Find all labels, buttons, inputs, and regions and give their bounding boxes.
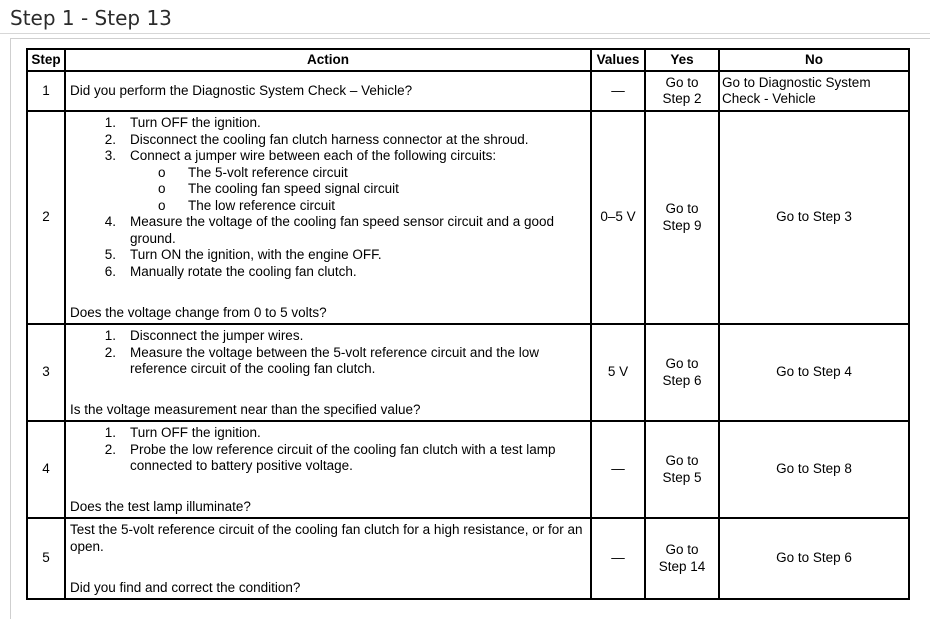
yes-line: Go to: [665, 201, 699, 216]
step-number: 1: [27, 71, 65, 111]
yes-line: Go to: [665, 542, 699, 557]
table-row: [27, 518, 909, 599]
table-header-row: [27, 49, 909, 71]
action-question: Did you find and correct the condition?: [70, 579, 301, 595]
yes-line: Step 9: [662, 217, 702, 233]
action-cell: [65, 324, 591, 421]
table-row: [27, 324, 909, 421]
list-item: 6. Manually rotate the cooling fan clutch.: [104, 263, 357, 279]
step-number: 5: [27, 518, 65, 599]
list-item: 2. Disconnect the cooling fan clutch harness connector at the shroud.: [104, 131, 529, 147]
yes-cell: [645, 71, 719, 111]
no-cell: Go to Step 4: [719, 324, 909, 421]
action-question: Does the test lamp illuminate?: [70, 498, 251, 514]
yes-line: Step 6: [662, 372, 702, 388]
column-header-step: Step: [27, 49, 65, 71]
action-question: Did you perform the Diagnostic System Check – Vehicle?: [70, 82, 413, 98]
list-item: 2. Probe the low reference circuit of the cooling fan clutch with a test lamp connected to battery positive voltage.: [104, 441, 556, 473]
page-title: Step 1 - Step 13: [10, 6, 172, 30]
no-cell: Go to Step 6: [719, 518, 909, 599]
yes-line: Step 2: [662, 91, 702, 106]
value-cell: 5 V: [591, 324, 645, 421]
yes-line: Go to: [665, 74, 699, 90]
sub-list-item: o The 5-volt reference circuit: [158, 164, 348, 180]
list-item: 1. Disconnect the jumper wires.: [104, 328, 304, 343]
list-item: 5. Turn ON the ignition, with the engine OFF.: [104, 247, 382, 262]
action-question: Does the voltage change from 0 to 5 volts?: [70, 304, 327, 320]
column-header-yes: Yes: [645, 49, 719, 71]
value-cell: —: [591, 421, 645, 518]
yes-line: Go to: [665, 453, 699, 468]
list-item: 2. Measure the voltage between the 5-volt reference circuit and the low reference circuit of the cooling fan clutch.: [104, 344, 539, 376]
list-item: 1. Turn OFF the ignition.: [104, 115, 261, 130]
sub-list-item: o The low reference circuit: [158, 197, 336, 213]
action-cell: [65, 111, 591, 324]
yes-cell: [645, 324, 719, 421]
page-header: [0, 0, 930, 34]
diagnostic-table: [26, 48, 910, 600]
value-cell: —: [591, 518, 645, 599]
action-cell: [65, 71, 591, 111]
no-cell: Go to Step 3: [719, 111, 909, 324]
table-row: [27, 421, 909, 518]
column-header-no: No: [719, 49, 909, 71]
list-item: 4. Measure the voltage of the cooling fan speed sensor circuit and a good ground.: [104, 214, 555, 246]
value-cell: —: [591, 71, 645, 111]
no-line: Go to Diagnostic System: [722, 74, 871, 90]
yes-cell: [645, 111, 719, 324]
yes-cell: [645, 518, 719, 599]
action-text: Test the 5-volt reference circuit of the cooling fan clutch for a high resistance, or for an open.: [70, 522, 583, 554]
step-number: 2: [27, 111, 65, 324]
no-cell: [719, 71, 909, 111]
value-cell: 0–5 V: [591, 111, 645, 324]
list-item: 3. Connect a jumper wire between each of the following circuits:: [104, 148, 497, 163]
column-header-action: Action: [65, 49, 591, 71]
yes-cell: [645, 421, 719, 518]
yes-line: Step 14: [658, 558, 706, 574]
step-number: 3: [27, 324, 65, 421]
table-row: [27, 111, 909, 324]
action-cell: [65, 421, 591, 518]
table-row: [27, 71, 909, 111]
step-number: 4: [27, 421, 65, 518]
yes-line: Step 5: [662, 469, 702, 485]
list-item: 1. Turn OFF the ignition.: [104, 425, 261, 440]
yes-line: Go to: [665, 356, 699, 371]
action-question: Is the voltage measurement near than the specified value?: [70, 401, 421, 417]
column-header-values: Values: [591, 49, 645, 71]
action-cell: [65, 518, 591, 599]
no-cell: Go to Step 8: [719, 421, 909, 518]
no-line: Check - Vehicle: [722, 91, 816, 106]
sub-list-item: o The cooling fan speed signal circuit: [158, 181, 399, 196]
